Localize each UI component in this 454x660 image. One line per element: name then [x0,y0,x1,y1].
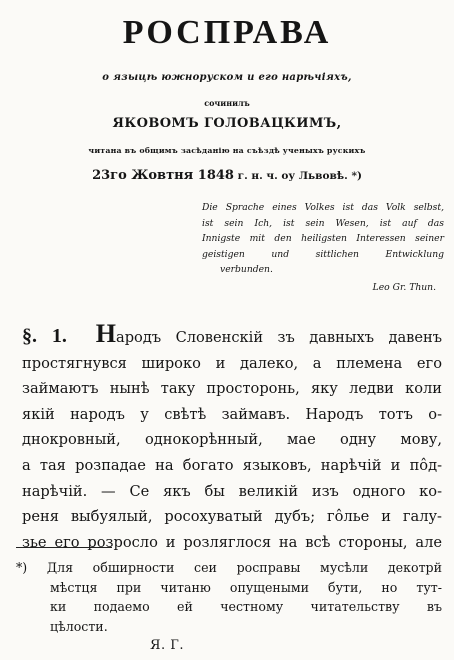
paragraph-line: реня выбуялый, росохуватый дубъ; гôлье и галу- [22,508,442,526]
paragraph-line: простягнувся широко и далеко, а племена его [22,354,442,372]
footnote-line: цѣлости. [50,618,108,634]
author-name: ЯКОВОМЪ ГОЛОВАЦКИМЪ, [112,116,342,131]
footnote-divider [16,547,112,548]
footnote [16,558,442,636]
reading-venue: читана въ общимъ засѣданію на съѣздѣ ученыхъ рускихъ [88,146,366,155]
footnote-signature: Я. Г. [150,638,185,653]
footnote-line: ки подаемо ей честному читательству въ [50,599,442,614]
epigraph-line: Innigste mit den heiligsten Interessen seiner [202,233,444,244]
paragraph-line: днокровный, однокорѣнный, мае одну мову, [22,431,442,449]
document-subtitle: о языцѣ южноруском и его нарѣчіяхъ, [102,72,352,83]
document-title: РОСПРАВА [122,14,332,51]
paragraph-line: нарѣчій. — Се якъ бы великій изъ одного ко- [22,482,442,500]
paragraph-line [22,319,443,351]
paragraph-line: займаютъ нынѣ таку просторонь, яку ледви коли [22,380,442,398]
epigraph [202,200,444,295]
epigraph-line: geistigen und sittlichen Entwicklung [202,248,444,260]
paragraph-line: зье его розросло и розляглося на всѣ стороны, але [22,533,442,551]
epigraph-attribution: Leo Gr. Thun. [372,281,436,293]
reading-date-day: 23го Жовтня 1848 [92,168,234,183]
reading-date-place: г. н. ч. оу Львовѣ. *) [237,170,362,182]
paragraph-line: а тая розпадае на богато языковъ, нарѣчій и пôд- [22,456,442,474]
epigraph-line: verbunden. [220,264,273,275]
reading-date [0,168,454,183]
epigraph-line: ist sein Ich, ist sein Wesen, ist auf das [202,217,444,229]
drop-letter: Н [95,319,116,348]
epigraph-line: Die Sprache eines Volkes ist das Volk selbst, [202,202,444,213]
authored-by-label: сочинилъ [204,98,250,108]
footnote-line: мѣстця при читаню опущеными бути, но тут- [50,579,442,595]
section-paragraph [22,319,443,555]
footnote-line: *) Для обширности сеи росправы мусѣли декотрй [16,560,442,575]
section-number: §. 1. [22,325,67,347]
paragraph-line: якій народъ у свѣтѣ займавъ. Народъ тотъ о- [22,405,442,423]
paragraph-line-text: ародъ Словенскій зъ давныхъ давенъ [116,329,443,346]
